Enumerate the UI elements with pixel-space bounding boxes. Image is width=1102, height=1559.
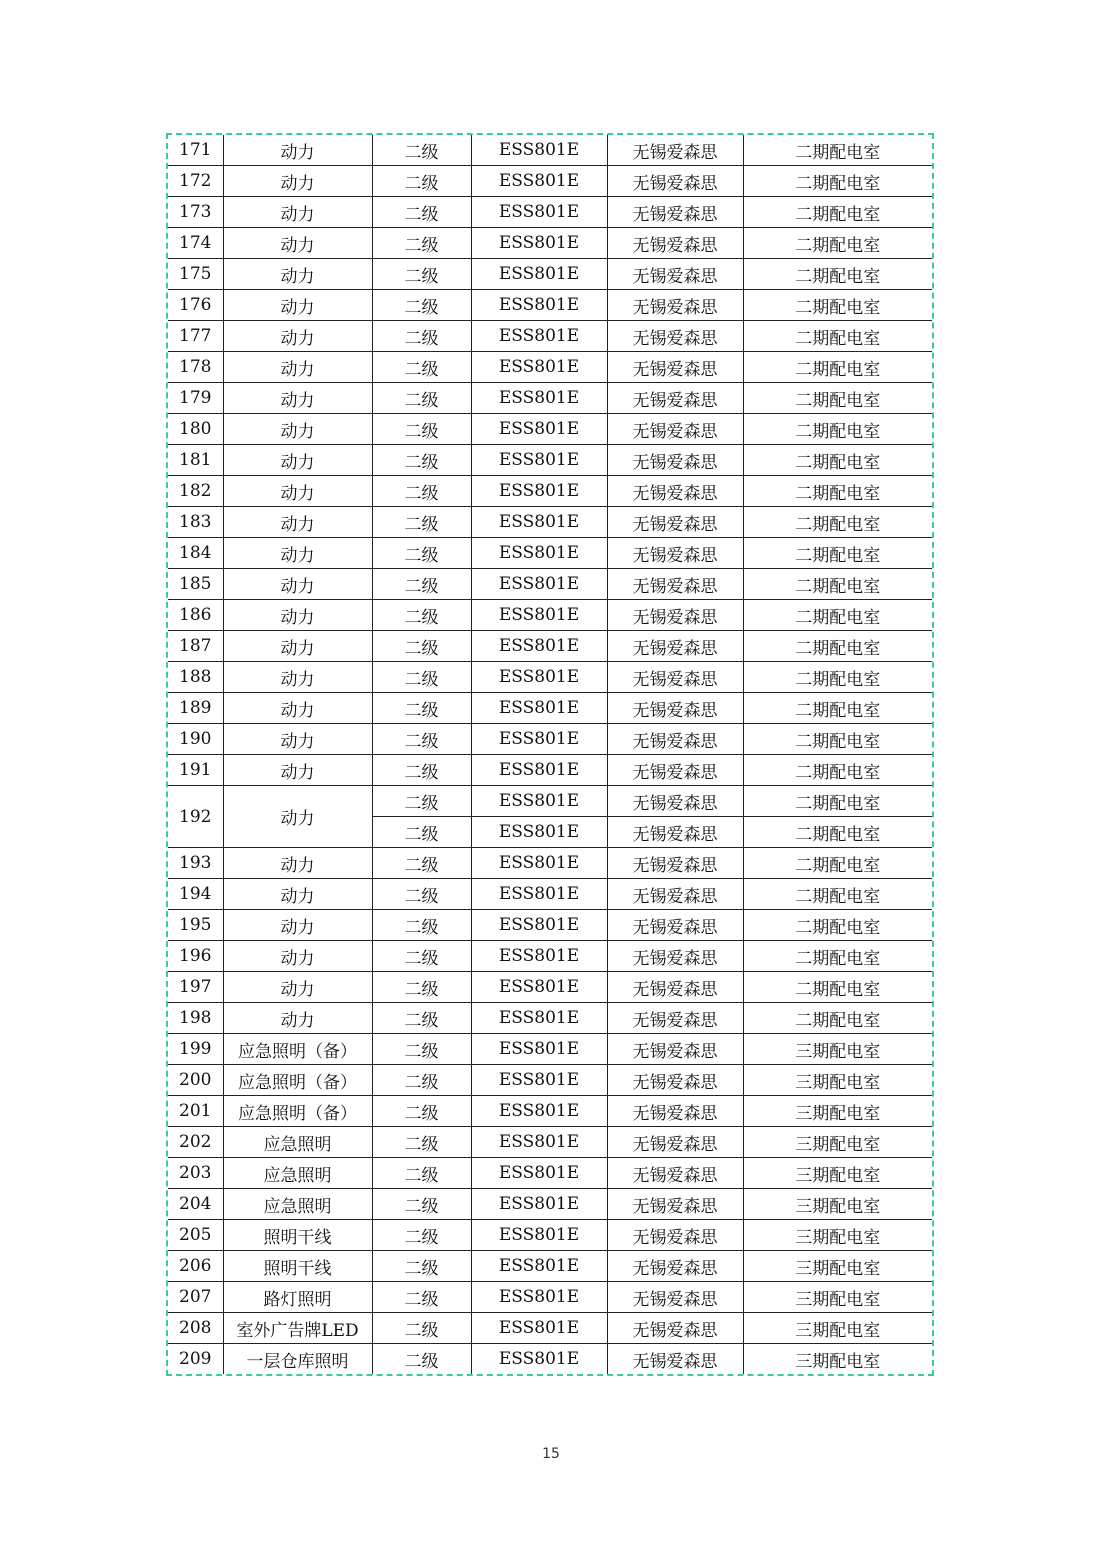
cell-model: ESS801E — [471, 228, 607, 259]
cell-load-name: 动力 — [223, 383, 372, 414]
cell-level: 二级 — [372, 352, 471, 383]
cell-model: ESS801E — [471, 1282, 607, 1313]
cell-level: 二级 — [372, 693, 471, 724]
cell-level: 二级 — [372, 290, 471, 321]
cell-load-name: 动力 — [223, 476, 372, 507]
cell-load-name: 照明干线 — [223, 1251, 372, 1282]
cell-number: 182 — [168, 476, 223, 507]
cell-level: 二级 — [372, 817, 471, 848]
cell-location: 二期配电室 — [743, 228, 932, 259]
cell-load-name: 路灯照明 — [223, 1282, 372, 1313]
cell-location: 二期配电室 — [743, 848, 932, 879]
cell-location: 三期配电室 — [743, 1220, 932, 1251]
cell-number: 207 — [168, 1282, 223, 1313]
cell-number: 195 — [168, 910, 223, 941]
cell-location: 三期配电室 — [743, 1313, 932, 1344]
cell-load-name: 动力 — [223, 135, 372, 166]
cell-load-name: 动力 — [223, 910, 372, 941]
table-row — [168, 1065, 932, 1096]
cell-manufacturer: 无锡爱森思 — [607, 476, 743, 507]
cell-level: 二级 — [372, 910, 471, 941]
cell-number: 193 — [168, 848, 223, 879]
table-row — [168, 879, 932, 910]
cell-number: 199 — [168, 1034, 223, 1065]
cell-number: 177 — [168, 321, 223, 352]
cell-load-name: 动力 — [223, 755, 372, 786]
cell-model: ESS801E — [471, 538, 607, 569]
cell-level: 二级 — [372, 507, 471, 538]
cell-number: 178 — [168, 352, 223, 383]
cell-location: 二期配电室 — [743, 135, 932, 166]
cell-manufacturer: 无锡爱森思 — [607, 910, 743, 941]
cell-model: ESS801E — [471, 1065, 607, 1096]
cell-load-name: 照明干线 — [223, 1220, 372, 1251]
table-row — [168, 569, 932, 600]
cell-manufacturer: 无锡爱森思 — [607, 600, 743, 631]
cell-number: 175 — [168, 259, 223, 290]
cell-manufacturer: 无锡爱森思 — [607, 197, 743, 228]
table-row — [168, 321, 932, 352]
cell-load-name: 动力 — [223, 538, 372, 569]
cell-location: 二期配电室 — [743, 724, 932, 755]
cell-level: 二级 — [372, 1282, 471, 1313]
cell-model: ESS801E — [471, 197, 607, 228]
cell-level: 二级 — [372, 755, 471, 786]
cell-model: ESS801E — [471, 1096, 607, 1127]
cell-level: 二级 — [372, 414, 471, 445]
cell-manufacturer: 无锡爱森思 — [607, 1313, 743, 1344]
cell-level: 二级 — [372, 476, 471, 507]
cell-manufacturer: 无锡爱森思 — [607, 724, 743, 755]
cell-number: 180 — [168, 414, 223, 445]
table-row — [168, 166, 932, 197]
cell-location: 二期配电室 — [743, 290, 932, 321]
cell-load-name: 动力 — [223, 879, 372, 910]
cell-number: 206 — [168, 1251, 223, 1282]
table-frame — [166, 133, 934, 1376]
cell-number: 202 — [168, 1127, 223, 1158]
cell-level: 二级 — [372, 724, 471, 755]
cell-level: 二级 — [372, 1003, 471, 1034]
cell-manufacturer: 无锡爱森思 — [607, 817, 743, 848]
cell-level: 二级 — [372, 1065, 471, 1096]
table-row — [168, 724, 932, 755]
cell-number: 173 — [168, 197, 223, 228]
table-row — [168, 538, 932, 569]
cell-manufacturer: 无锡爱森思 — [607, 507, 743, 538]
cell-level: 二级 — [372, 383, 471, 414]
cell-number: 208 — [168, 1313, 223, 1344]
cell-load-name: 动力 — [223, 569, 372, 600]
cell-manufacturer: 无锡爱森思 — [607, 1220, 743, 1251]
cell-level: 二级 — [372, 1127, 471, 1158]
table-row — [168, 1158, 932, 1189]
cell-model: ESS801E — [471, 352, 607, 383]
cell-location: 二期配电室 — [743, 817, 932, 848]
table-row — [168, 1313, 932, 1344]
cell-model: ESS801E — [471, 817, 607, 848]
cell-model: ESS801E — [471, 786, 607, 817]
cell-level: 二级 — [372, 662, 471, 693]
cell-load-name: 动力 — [223, 972, 372, 1003]
cell-model: ESS801E — [471, 631, 607, 662]
cell-location: 二期配电室 — [743, 569, 932, 600]
table-row — [168, 600, 932, 631]
cell-number: 197 — [168, 972, 223, 1003]
cell-level: 二级 — [372, 786, 471, 817]
cell-model: ESS801E — [471, 1127, 607, 1158]
table-row — [168, 662, 932, 693]
table-row — [168, 786, 932, 817]
cell-manufacturer: 无锡爱森思 — [607, 693, 743, 724]
table-row — [168, 1282, 932, 1313]
table-row — [168, 228, 932, 259]
cell-location: 二期配电室 — [743, 507, 932, 538]
cell-load-name: 动力 — [223, 786, 372, 848]
table-row — [168, 383, 932, 414]
cell-load-name: 动力 — [223, 414, 372, 445]
cell-load-name: 动力 — [223, 352, 372, 383]
table-row — [168, 941, 932, 972]
cell-location: 二期配电室 — [743, 259, 932, 290]
cell-location: 三期配电室 — [743, 1251, 932, 1282]
cell-model: ESS801E — [471, 724, 607, 755]
cell-level: 二级 — [372, 135, 471, 166]
cell-load-name: 动力 — [223, 631, 372, 662]
cell-number: 172 — [168, 166, 223, 197]
table-row — [168, 445, 932, 476]
cell-manufacturer: 无锡爱森思 — [607, 631, 743, 662]
table-row — [168, 848, 932, 879]
cell-location: 三期配电室 — [743, 1158, 932, 1189]
cell-manufacturer: 无锡爱森思 — [607, 414, 743, 445]
cell-model: ESS801E — [471, 166, 607, 197]
cell-location: 三期配电室 — [743, 1282, 932, 1313]
cell-level: 二级 — [372, 1251, 471, 1282]
cell-location: 二期配电室 — [743, 755, 932, 786]
table-row — [168, 1220, 932, 1251]
cell-level: 二级 — [372, 259, 471, 290]
cell-model: ESS801E — [471, 445, 607, 476]
cell-manufacturer: 无锡爱森思 — [607, 259, 743, 290]
cell-model: ESS801E — [471, 600, 607, 631]
cell-model: ESS801E — [471, 1189, 607, 1220]
page-number: 15 — [542, 1446, 560, 1462]
cell-location: 二期配电室 — [743, 879, 932, 910]
cell-load-name: 动力 — [223, 941, 372, 972]
table-row — [168, 414, 932, 445]
cell-load-name: 动力 — [223, 662, 372, 693]
cell-model: ESS801E — [471, 1344, 607, 1375]
cell-load-name: 动力 — [223, 693, 372, 724]
cell-load-name: 应急照明（备） — [223, 1034, 372, 1065]
cell-number: 205 — [168, 1220, 223, 1251]
cell-level: 二级 — [372, 228, 471, 259]
table-row — [168, 1251, 932, 1282]
cell-level: 二级 — [372, 1220, 471, 1251]
cell-level: 二级 — [372, 197, 471, 228]
cell-number: 190 — [168, 724, 223, 755]
cell-model: ESS801E — [471, 1251, 607, 1282]
cell-location: 二期配电室 — [743, 972, 932, 1003]
cell-model: ESS801E — [471, 755, 607, 786]
cell-manufacturer: 无锡爱森思 — [607, 755, 743, 786]
cell-level: 二级 — [372, 538, 471, 569]
cell-manufacturer: 无锡爱森思 — [607, 1189, 743, 1220]
cell-load-name: 动力 — [223, 724, 372, 755]
cell-model: ESS801E — [471, 879, 607, 910]
cell-load-name: 动力 — [223, 228, 372, 259]
cell-level: 二级 — [372, 879, 471, 910]
cell-model: ESS801E — [471, 662, 607, 693]
cell-manufacturer: 无锡爱森思 — [607, 1034, 743, 1065]
cell-number: 181 — [168, 445, 223, 476]
cell-number: 183 — [168, 507, 223, 538]
cell-model: ESS801E — [471, 414, 607, 445]
cell-model: ESS801E — [471, 1313, 607, 1344]
cell-load-name: 室外广告牌LED — [223, 1313, 372, 1344]
cell-location: 二期配电室 — [743, 1003, 932, 1034]
cell-number: 209 — [168, 1344, 223, 1375]
table-row — [168, 1189, 932, 1220]
cell-load-name: 动力 — [223, 290, 372, 321]
cell-location: 二期配电室 — [743, 631, 932, 662]
cell-location: 二期配电室 — [743, 383, 932, 414]
table-row — [168, 197, 932, 228]
cell-level: 二级 — [372, 631, 471, 662]
table-row — [168, 290, 932, 321]
cell-model: ESS801E — [471, 910, 607, 941]
cell-model: ESS801E — [471, 1003, 607, 1034]
table-row — [168, 1127, 932, 1158]
cell-model: ESS801E — [471, 1158, 607, 1189]
table-row — [168, 631, 932, 662]
cell-load-name: 动力 — [223, 166, 372, 197]
cell-model: ESS801E — [471, 941, 607, 972]
cell-manufacturer: 无锡爱森思 — [607, 352, 743, 383]
cell-model: ESS801E — [471, 569, 607, 600]
cell-number: 176 — [168, 290, 223, 321]
cell-number: 191 — [168, 755, 223, 786]
cell-load-name: 动力 — [223, 321, 372, 352]
cell-level: 二级 — [372, 1189, 471, 1220]
table-row — [168, 507, 932, 538]
table-row — [168, 352, 932, 383]
cell-manufacturer: 无锡爱森思 — [607, 228, 743, 259]
cell-model: ESS801E — [471, 848, 607, 879]
cell-level: 二级 — [372, 569, 471, 600]
cell-number: 174 — [168, 228, 223, 259]
cell-location: 二期配电室 — [743, 197, 932, 228]
cell-manufacturer: 无锡爱森思 — [607, 848, 743, 879]
cell-location: 二期配电室 — [743, 662, 932, 693]
cell-manufacturer: 无锡爱森思 — [607, 135, 743, 166]
cell-manufacturer: 无锡爱森思 — [607, 1096, 743, 1127]
cell-load-name: 动力 — [223, 848, 372, 879]
cell-manufacturer: 无锡爱森思 — [607, 1158, 743, 1189]
table-row — [168, 259, 932, 290]
cell-location: 三期配电室 — [743, 1189, 932, 1220]
table-row — [168, 135, 932, 166]
cell-level: 二级 — [372, 1313, 471, 1344]
cell-level: 二级 — [372, 848, 471, 879]
table-row — [168, 755, 932, 786]
cell-location: 二期配电室 — [743, 941, 932, 972]
table-row — [168, 910, 932, 941]
cell-model: ESS801E — [471, 290, 607, 321]
cell-number: 187 — [168, 631, 223, 662]
cell-manufacturer: 无锡爱森思 — [607, 662, 743, 693]
cell-level: 二级 — [372, 445, 471, 476]
cell-model: ESS801E — [471, 507, 607, 538]
cell-level: 二级 — [372, 321, 471, 352]
cell-location: 二期配电室 — [743, 414, 932, 445]
table-row — [168, 693, 932, 724]
cell-manufacturer: 无锡爱森思 — [607, 383, 743, 414]
cell-manufacturer: 无锡爱森思 — [607, 290, 743, 321]
cell-number: 179 — [168, 383, 223, 414]
table-row — [168, 1344, 932, 1375]
cell-number: 196 — [168, 941, 223, 972]
cell-number: 188 — [168, 662, 223, 693]
cell-level: 二级 — [372, 1096, 471, 1127]
cell-level: 二级 — [372, 1344, 471, 1375]
cell-level: 二级 — [372, 166, 471, 197]
cell-number: 185 — [168, 569, 223, 600]
cell-location: 二期配电室 — [743, 693, 932, 724]
cell-load-name: 动力 — [223, 600, 372, 631]
cell-manufacturer: 无锡爱森思 — [607, 1251, 743, 1282]
cell-load-name: 动力 — [223, 507, 372, 538]
cell-number: 204 — [168, 1189, 223, 1220]
cell-manufacturer: 无锡爱森思 — [607, 1282, 743, 1313]
cell-number: 203 — [168, 1158, 223, 1189]
cell-model: ESS801E — [471, 1220, 607, 1251]
cell-level: 二级 — [372, 600, 471, 631]
cell-manufacturer: 无锡爱森思 — [607, 569, 743, 600]
cell-load-name: 应急照明 — [223, 1127, 372, 1158]
cell-location: 二期配电室 — [743, 166, 932, 197]
cell-location: 二期配电室 — [743, 445, 932, 476]
cell-manufacturer: 无锡爱森思 — [607, 166, 743, 197]
cell-model: ESS801E — [471, 135, 607, 166]
cell-manufacturer: 无锡爱森思 — [607, 1127, 743, 1158]
cell-manufacturer: 无锡爱森思 — [607, 786, 743, 817]
table-row — [168, 1034, 932, 1065]
cell-load-name: 动力 — [223, 1003, 372, 1034]
cell-location: 三期配电室 — [743, 1127, 932, 1158]
cell-model: ESS801E — [471, 476, 607, 507]
cell-manufacturer: 无锡爱森思 — [607, 941, 743, 972]
cell-manufacturer: 无锡爱森思 — [607, 972, 743, 1003]
table-row — [168, 476, 932, 507]
cell-number: 198 — [168, 1003, 223, 1034]
table-body — [168, 135, 932, 1374]
cell-number: 186 — [168, 600, 223, 631]
cell-location: 三期配电室 — [743, 1034, 932, 1065]
cell-number: 189 — [168, 693, 223, 724]
cell-level: 二级 — [372, 1158, 471, 1189]
cell-manufacturer: 无锡爱森思 — [607, 1344, 743, 1375]
cell-location: 三期配电室 — [743, 1096, 932, 1127]
cell-location: 二期配电室 — [743, 910, 932, 941]
cell-model: ESS801E — [471, 1034, 607, 1065]
cell-manufacturer: 无锡爱森思 — [607, 321, 743, 352]
cell-model: ESS801E — [471, 972, 607, 1003]
cell-number: 200 — [168, 1065, 223, 1096]
cell-number: 171 — [168, 135, 223, 166]
cell-load-name: 动力 — [223, 259, 372, 290]
cell-location: 二期配电室 — [743, 352, 932, 383]
cell-number: 192 — [168, 786, 223, 848]
cell-manufacturer: 无锡爱森思 — [607, 879, 743, 910]
cell-location: 二期配电室 — [743, 786, 932, 817]
cell-level: 二级 — [372, 1034, 471, 1065]
cell-model: ESS801E — [471, 321, 607, 352]
cell-location: 二期配电室 — [743, 476, 932, 507]
cell-number: 194 — [168, 879, 223, 910]
cell-level: 二级 — [372, 972, 471, 1003]
cell-load-name: 应急照明 — [223, 1158, 372, 1189]
cell-number: 201 — [168, 1096, 223, 1127]
table-row — [168, 1096, 932, 1127]
table-row — [168, 1003, 932, 1034]
table-row — [168, 972, 932, 1003]
cell-load-name: 动力 — [223, 197, 372, 228]
cell-location: 二期配电室 — [743, 600, 932, 631]
cell-manufacturer: 无锡爱森思 — [607, 538, 743, 569]
cell-level: 二级 — [372, 941, 471, 972]
cell-load-name: 应急照明（备） — [223, 1096, 372, 1127]
cell-manufacturer: 无锡爱森思 — [607, 1003, 743, 1034]
cell-load-name: 一层仓库照明 — [223, 1344, 372, 1375]
cell-load-name: 应急照明（备） — [223, 1065, 372, 1096]
equipment-table — [168, 135, 932, 1374]
cell-model: ESS801E — [471, 693, 607, 724]
cell-location: 三期配电室 — [743, 1065, 932, 1096]
cell-location: 二期配电室 — [743, 538, 932, 569]
cell-load-name: 动力 — [223, 445, 372, 476]
cell-model: ESS801E — [471, 383, 607, 414]
cell-load-name: 应急照明 — [223, 1189, 372, 1220]
cell-location: 三期配电室 — [743, 1344, 932, 1375]
cell-manufacturer: 无锡爱森思 — [607, 1065, 743, 1096]
cell-model: ESS801E — [471, 259, 607, 290]
cell-manufacturer: 无锡爱森思 — [607, 445, 743, 476]
cell-number: 184 — [168, 538, 223, 569]
cell-location: 二期配电室 — [743, 321, 932, 352]
